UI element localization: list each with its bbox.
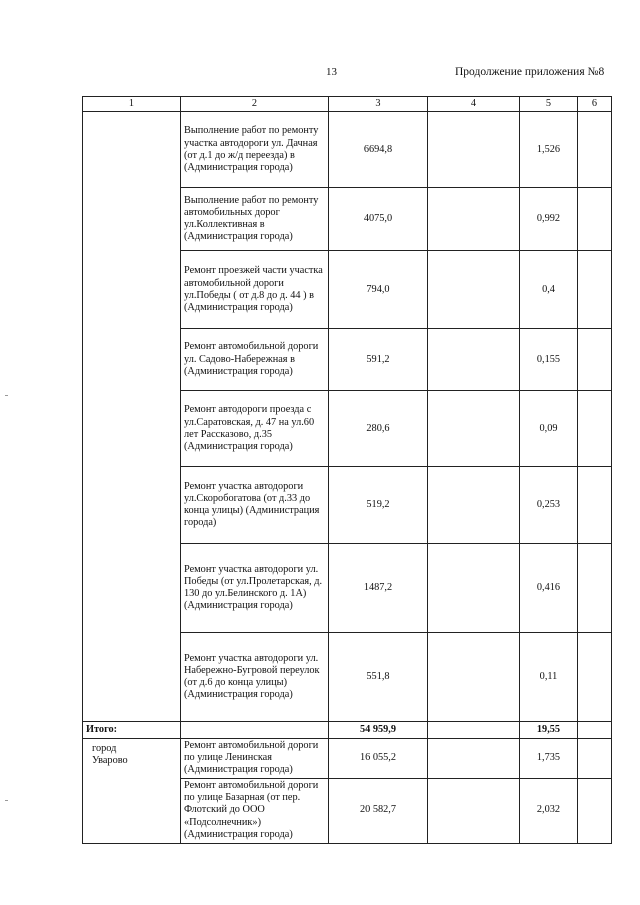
cost-value: 6694,8 [329, 112, 428, 188]
length-value: 0,253 [520, 467, 578, 544]
length-value: 0,11 [520, 633, 578, 722]
column-header-3: 3 [329, 97, 428, 112]
work-description: Ремонт автомобильной дороги по улице Базарная (от пер. Флотский до ООО «Подсолнечник») (Администрация города) [181, 778, 329, 843]
town-name: город Уварово [92, 743, 128, 767]
length-value: 0,09 [520, 391, 578, 467]
cost-value: 794,0 [329, 251, 428, 329]
length-value: 0,155 [520, 329, 578, 391]
work-description: Ремонт участка автодороги ул.Скоробогатова (от д.33 до конца улицы) (Администрация города) [181, 467, 329, 544]
column-4-value [428, 112, 520, 188]
length-value: 0,416 [520, 544, 578, 633]
length-value: 2,032 [520, 778, 578, 843]
column-6-value [578, 391, 612, 467]
cost-value: 551,8 [329, 633, 428, 722]
work-description: Ремонт участка автодороги ул. Набережно-Бугровой переулок (от д.6 до конца улицы) (Администрация города) [181, 633, 329, 722]
work-description: Ремонт автомобильной дороги ул. Садово-Набережная в (Администрация города) [181, 329, 329, 391]
total-cost: 54 959,9 [329, 722, 428, 739]
column-header-5: 5 [520, 97, 578, 112]
length-value: 0,992 [520, 188, 578, 251]
column-4-value [428, 778, 520, 843]
column-4-value [428, 739, 520, 778]
scan-mark [5, 800, 8, 801]
work-description: Выполнение работ по ремонту автомобильных дорог ул.Коллективная в (Администрация города) [181, 188, 329, 251]
page-number: 13 [326, 66, 337, 78]
length-value: 1,735 [520, 739, 578, 778]
column-6-value [578, 633, 612, 722]
work-description: Выполнение работ по ремонту участка автодороги ул. Дачная (от д.1 до ж/д переезда) в (Администрация города) [181, 112, 329, 188]
cost-value: 519,2 [329, 467, 428, 544]
column-4-value [428, 467, 520, 544]
column-6-value [578, 112, 612, 188]
municipality-cell [83, 739, 181, 843]
total-column-6 [578, 722, 612, 739]
column-4-value [428, 391, 520, 467]
total-length: 19,55 [520, 722, 578, 739]
column-number-row [83, 97, 612, 112]
column-6-value [578, 188, 612, 251]
cost-value: 16 055,2 [329, 739, 428, 778]
total-row [83, 722, 612, 739]
length-value: 1,526 [520, 112, 578, 188]
cost-value: 1487,2 [329, 544, 428, 633]
cost-value: 591,2 [329, 329, 428, 391]
work-description: Ремонт автомобильной дороги по улице Ленинская (Администрация города) [181, 739, 329, 778]
total-empty-cell [181, 722, 329, 739]
municipality-cell [83, 112, 181, 722]
cost-value: 20 582,7 [329, 778, 428, 843]
column-4-value [428, 633, 520, 722]
cost-value: 4075,0 [329, 188, 428, 251]
total-label: Итого: [83, 722, 181, 739]
column-6-value [578, 739, 612, 778]
work-description: Ремонт участка автодороги ул. Победы (от ул.Пролетарская, д. 130 до ул.Белинского д. 1А) (Администрация города) [181, 544, 329, 633]
column-4-value [428, 544, 520, 633]
column-6-value [578, 251, 612, 329]
scan-mark [5, 395, 8, 396]
column-6-value [578, 467, 612, 544]
column-4-value [428, 329, 520, 391]
column-6-value [578, 778, 612, 843]
column-header-4: 4 [428, 97, 520, 112]
appendix-continuation-note: Продолжение приложения №8 [455, 66, 605, 78]
column-4-value [428, 188, 520, 251]
column-6-value [578, 544, 612, 633]
column-header-1: 1 [83, 97, 181, 112]
total-column-4 [428, 722, 520, 739]
budget-table [82, 96, 612, 844]
column-header-2: 2 [181, 97, 329, 112]
table-row [83, 739, 612, 778]
cost-value: 280,6 [329, 391, 428, 467]
column-header-6: 6 [578, 97, 612, 112]
table-row [83, 112, 612, 188]
work-description: Ремонт проезжей части участка автомобильной дороги ул.Победы ( от д.8 до д. 44 ) в (Администрация города) [181, 251, 329, 329]
work-description: Ремонт автодороги проезда с ул.Саратовская, д. 47 на ул.60 лет Рассказово, д.35 (Администрация города) [181, 391, 329, 467]
column-6-value [578, 329, 612, 391]
length-value: 0,4 [520, 251, 578, 329]
column-4-value [428, 251, 520, 329]
